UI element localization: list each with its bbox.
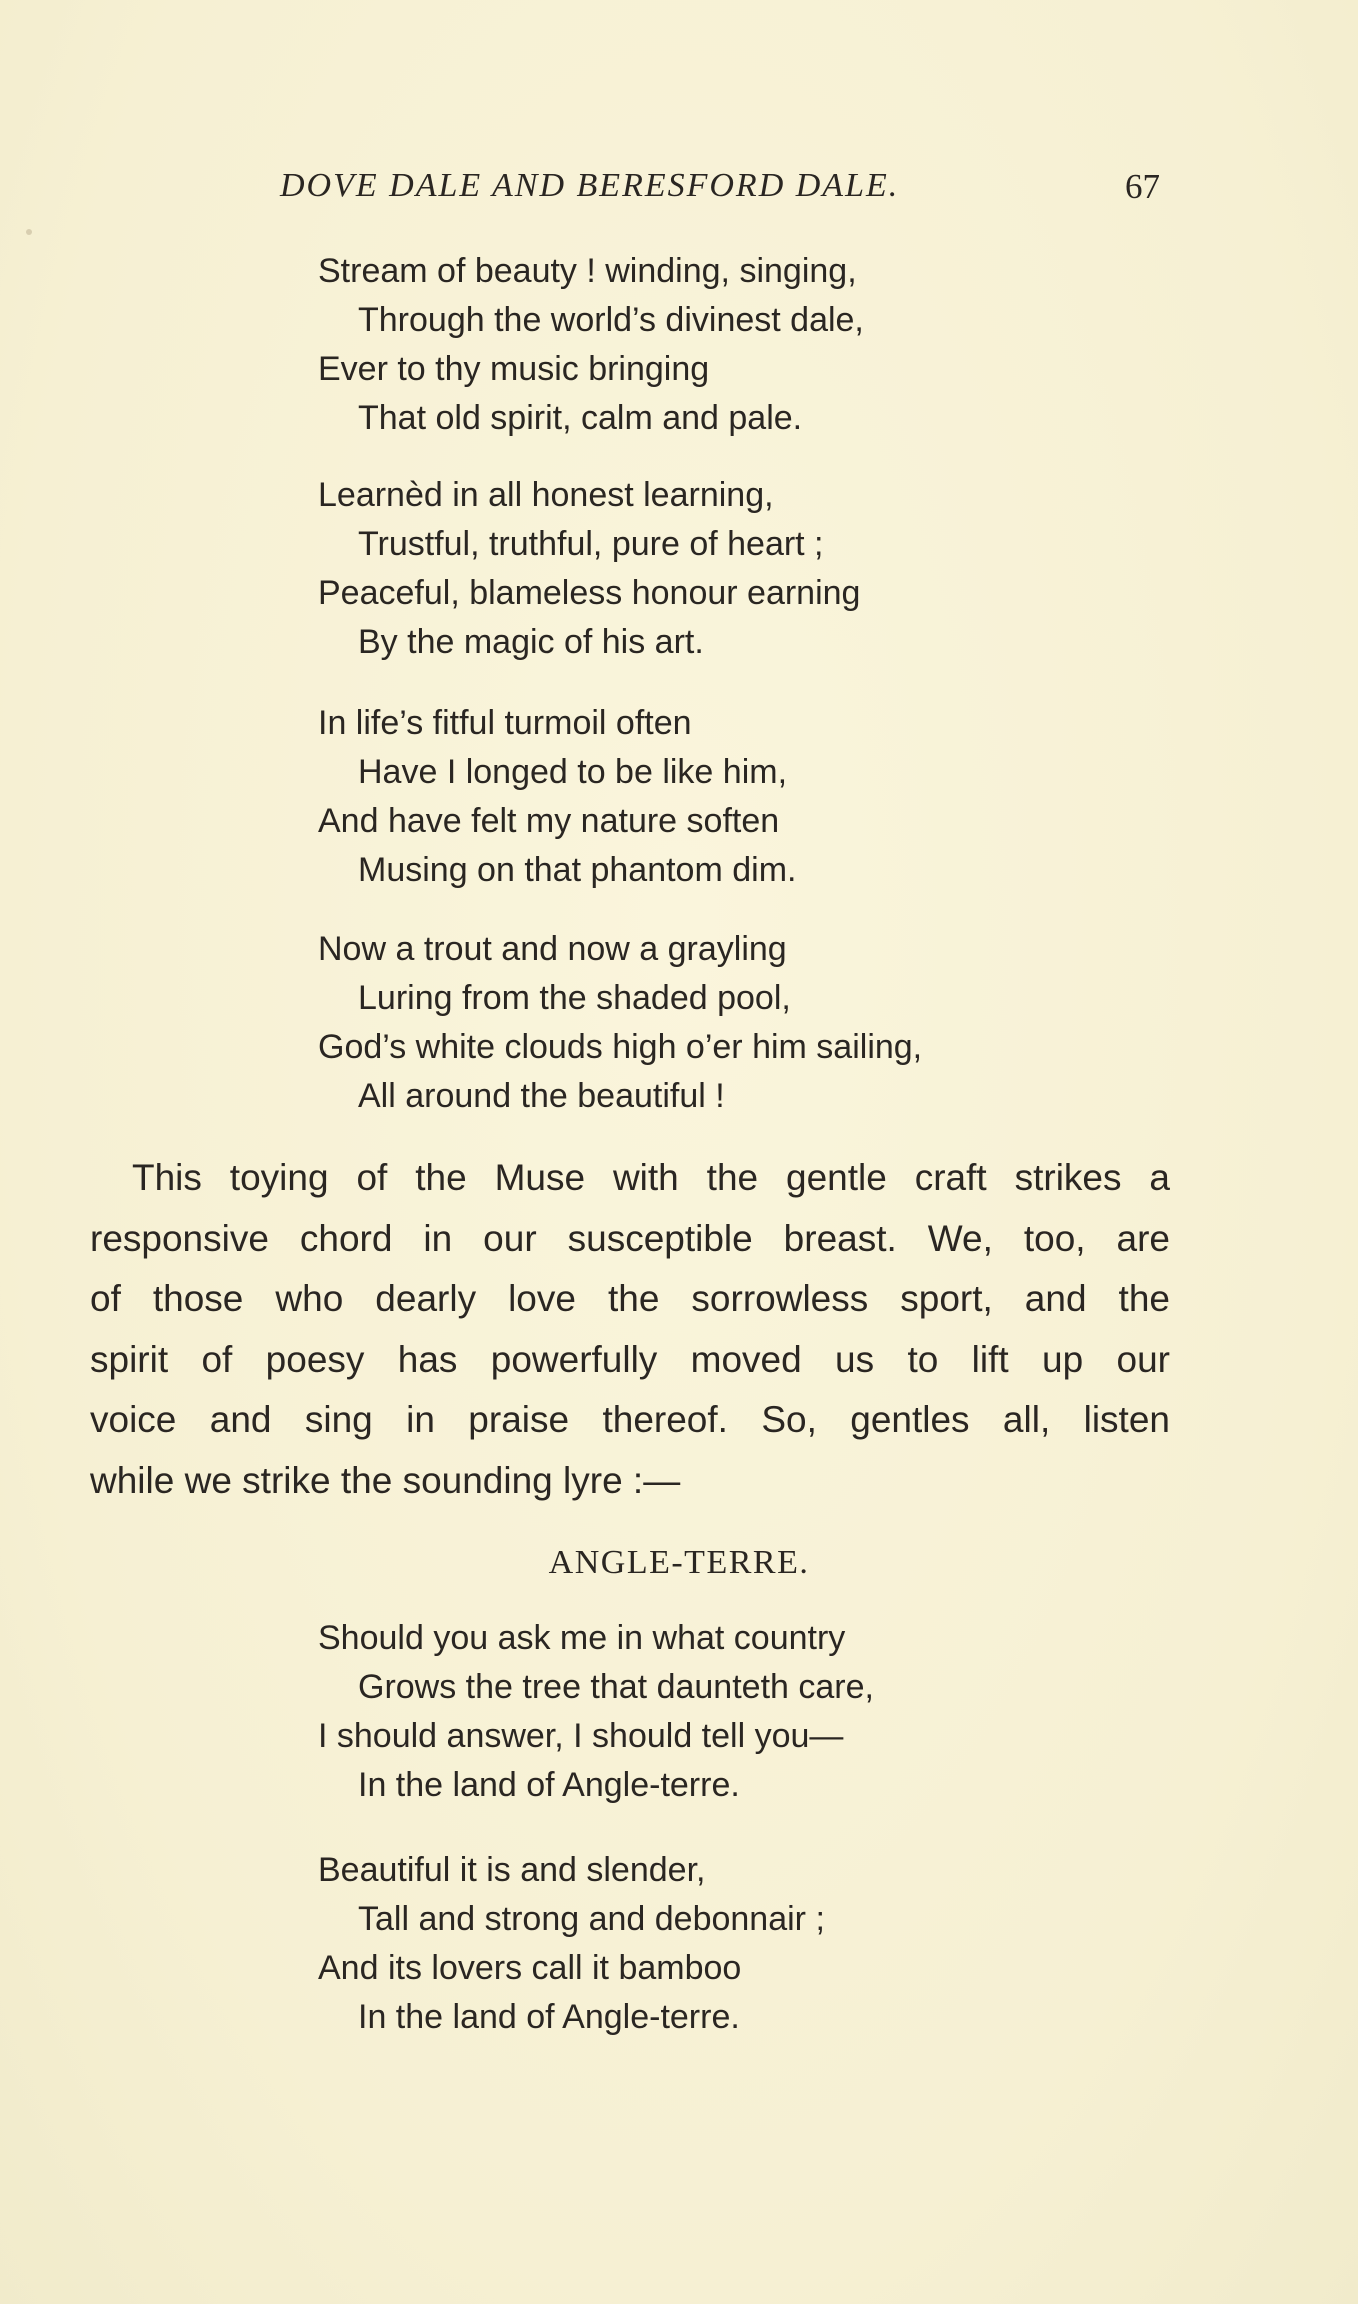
verse-line: Peaceful, blameless honour earning <box>318 574 861 612</box>
verse-line: God’s white clouds high o’er him sailing, <box>318 1028 923 1066</box>
page-number: 67 <box>1125 167 1160 206</box>
stanza-4 <box>318 925 1078 1121</box>
prose-paragraph <box>90 1148 1170 1512</box>
verse-line: Musing on that phantom dim. <box>358 851 797 889</box>
angle-terre-stanza-2 <box>318 1846 1078 2042</box>
verse-line: Trustful, truthful, pure of heart ; <box>358 525 824 563</box>
verse-line: And have felt my nature soften <box>318 802 780 840</box>
prose-line: of those who dearly love the sorrowless sport, and the <box>90 1278 1170 1320</box>
verse-line: Now a trout and now a grayling <box>318 930 787 968</box>
verse-line: Luring from the shaded pool, <box>358 979 791 1017</box>
verse-line: Ever to thy music bringing <box>318 350 710 388</box>
verse-line: Through the world’s divinest dale, <box>358 301 864 339</box>
verse-line: All around the beautiful ! <box>358 1077 725 1115</box>
stanza-2 <box>318 471 1078 667</box>
verse-line: Learnèd in all honest learning, <box>318 476 774 514</box>
prose-line: spirit of poesy has powerfully moved us to lift up our <box>90 1338 1170 1380</box>
verse-line: Should you ask me in what country <box>318 1619 846 1657</box>
verse-line: Stream of beauty ! winding, singing, <box>318 252 857 290</box>
verse-line: Tall and strong and debonnair ; <box>358 1900 825 1938</box>
verse-line: And its lovers call it bamboo <box>318 1949 742 1987</box>
verse-line: In the land of Angle-terre. <box>358 1998 740 2036</box>
prose-line: responsive chord in our susceptible breast. We, too, are <box>90 1217 1170 1259</box>
poem-title: ANGLE-TERRE. <box>548 1544 810 1581</box>
stanza-1 <box>318 247 1078 443</box>
verse-line: By the magic of his art. <box>358 623 704 661</box>
verse-line: Have I longed to be like him, <box>358 753 788 791</box>
prose-line: This toying of the Muse with the gentle craft strikes a <box>132 1157 1170 1198</box>
stanza-3 <box>318 699 1078 895</box>
angle-terre-stanza-1 <box>318 1614 1078 1810</box>
verse-line: That old spirit, calm and pale. <box>358 399 803 437</box>
verse-line: Beautiful it is and slender, <box>318 1851 706 1889</box>
verse-line: In the land of Angle-terre. <box>358 1766 740 1804</box>
verse-line: Grows the tree that daunteth care, <box>358 1668 874 1706</box>
running-head <box>280 167 1160 217</box>
running-title: DOVE DALE AND BERESFORD DALE. <box>280 167 900 204</box>
prose-line: voice and sing in praise thereof. So, gentles all, listen <box>90 1399 1170 1441</box>
paper-speck <box>26 229 32 235</box>
verse-line: I should answer, I should tell you— <box>318 1717 844 1755</box>
verse-line: In life’s fitful turmoil often <box>318 704 692 742</box>
prose-line: while we strike the sounding lyre :— <box>90 1459 681 1501</box>
